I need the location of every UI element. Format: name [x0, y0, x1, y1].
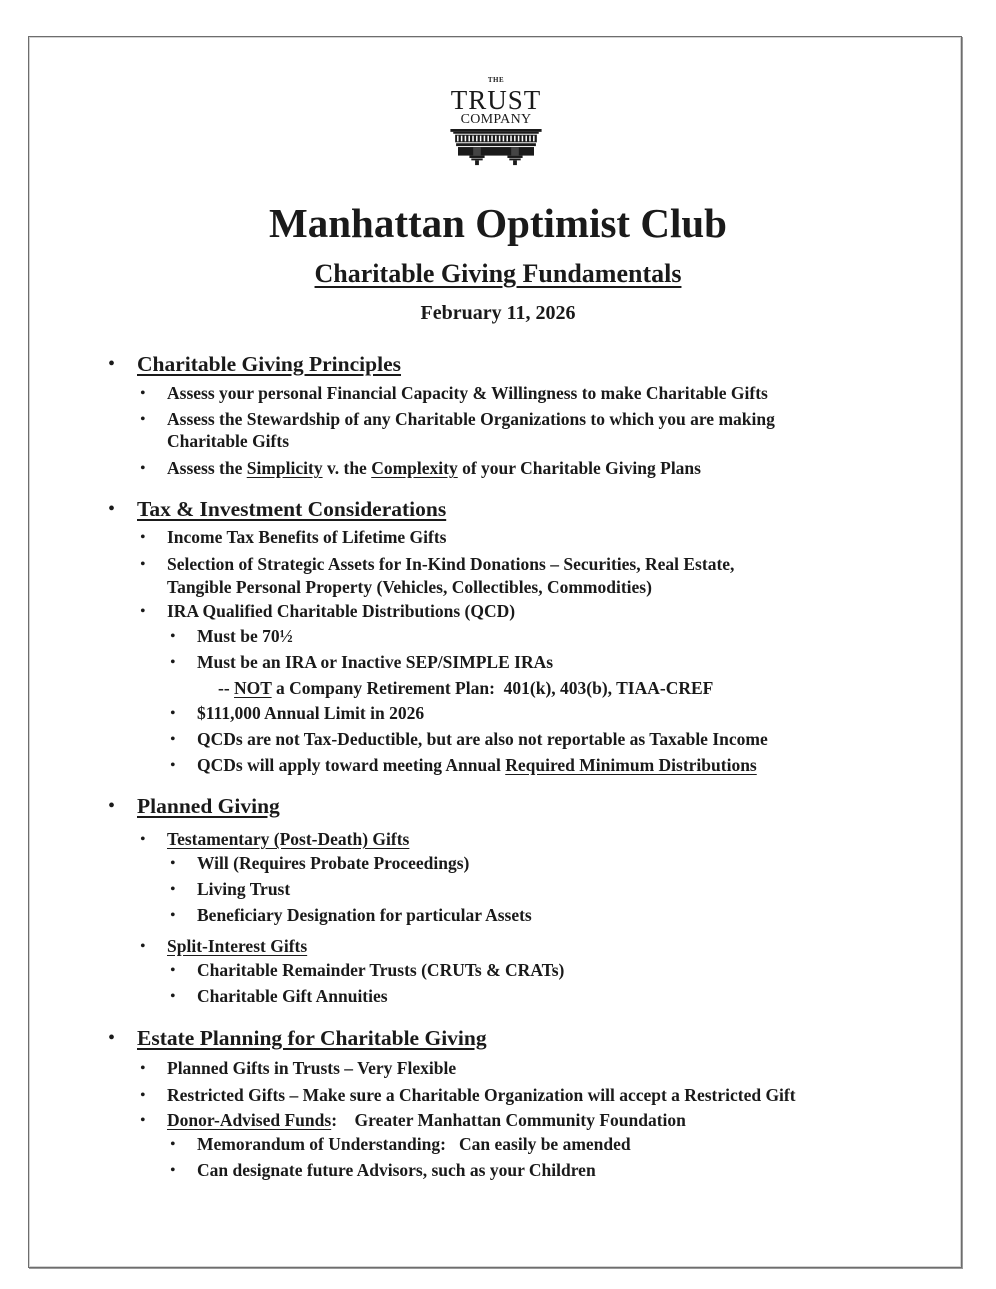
sub-heading-text: Split-Interest Gifts	[167, 936, 308, 956]
text-rmd: Required Minimum Distributions	[505, 755, 757, 775]
bullet-icon: •	[140, 938, 146, 955]
list-item-continued: Tangible Personal Property (Vehicles, Collectibles, Commodities)	[167, 577, 652, 597]
list-item: Charitable Remainder Trusts (CRUTs & CRATs)	[197, 960, 565, 980]
text-part: of your Charitable Giving Plans	[457, 458, 701, 478]
bullet-icon: •	[140, 603, 146, 620]
text-daf: Donor-Advised Funds	[167, 1110, 332, 1130]
text-part: QCDs will apply toward meeting Annual	[197, 755, 506, 775]
list-item: IRA Qualified Charitable Distributions (QCD)	[167, 601, 516, 621]
bullet-icon: •	[170, 881, 176, 898]
text-not: NOT	[234, 678, 272, 698]
bullet-icon: •	[170, 628, 176, 645]
sub-heading	[167, 829, 409, 850]
text-complexity: Complexity	[371, 458, 458, 478]
bullet-icon: •	[108, 353, 116, 375]
section-heading-planned	[137, 793, 280, 819]
page-subtitle	[0, 256, 996, 292]
bullet-icon: •	[108, 795, 116, 817]
text-simplicity: Simplicity	[246, 458, 323, 478]
list-item: Assess your personal Financial Capacity & Willingness to make Charitable Gifts	[167, 383, 768, 403]
text-part: a Company Retirement Plan: 401(k), 403(b), TIAA-CREF	[271, 678, 714, 698]
logo-company: COMPANY	[460, 112, 532, 127]
list-item: Can designate future Advisors, such as your Children	[197, 1160, 596, 1180]
bullet-icon: •	[140, 831, 146, 848]
list-item: Memorandum of Understanding: Can easily be amended	[197, 1134, 631, 1154]
bullet-icon: •	[140, 460, 146, 477]
list-item: Living Trust	[197, 879, 291, 899]
bullet-icon: •	[170, 705, 176, 722]
bullet-icon: •	[140, 1087, 146, 1104]
sub-heading-text: Testamentary (Post-Death) Gifts	[167, 829, 410, 849]
text-part: --	[218, 678, 235, 698]
list-item: Restricted Gifts – Make sure a Charitable Organization will accept a Restricted Gift	[167, 1085, 796, 1105]
section-heading-tax	[137, 496, 446, 522]
list-item: Assess the Stewardship of any Charitable Organizations to which you are making	[167, 409, 775, 429]
list-item	[167, 1110, 686, 1131]
logo-the: THE	[487, 76, 505, 84]
heading-text: Tax & Investment Considerations	[137, 497, 447, 521]
list-item: $111,000 Annual Limit in 2026	[197, 703, 425, 723]
logo-trust: TRUST	[450, 85, 542, 115]
list-item: Planned Gifts in Trusts – Very Flexible	[167, 1058, 457, 1078]
presentation-date: February 11, 2026	[420, 302, 576, 324]
list-item: Charitable Gift Annuities	[197, 986, 388, 1006]
bullet-icon: •	[170, 907, 176, 924]
bullet-icon: •	[170, 757, 176, 774]
bullet-icon: •	[170, 1162, 176, 1179]
list-item-note	[218, 678, 713, 699]
list-item	[167, 458, 701, 479]
building-icon	[446, 129, 546, 167]
text-part: : Greater Manhattan Community Foundation	[331, 1110, 686, 1130]
list-item: Must be 70½	[197, 626, 293, 646]
bullet-icon: •	[140, 529, 146, 546]
bullet-icon: •	[140, 411, 146, 428]
text-part: Assess the	[167, 458, 247, 478]
bullet-icon: •	[170, 988, 176, 1005]
page-title: Manhattan Optimist Club	[269, 200, 727, 246]
list-item: Beneficiary Designation for particular Assets	[197, 905, 532, 925]
bullet-icon: •	[170, 1136, 176, 1153]
bullet-icon: •	[140, 556, 146, 573]
bullet-icon: •	[140, 385, 146, 402]
list-item: Income Tax Benefits of Lifetime Gifts	[167, 527, 447, 547]
list-item-continued: Charitable Gifts	[167, 431, 290, 451]
section-heading-estate	[137, 1025, 487, 1051]
bullet-icon: •	[170, 855, 176, 872]
section-heading-principles	[137, 351, 401, 377]
bullet-icon: •	[140, 1112, 146, 1129]
list-item: QCDs are not Tax-Deductible, but are also not reportable as Taxable Income	[197, 729, 768, 749]
text-part: v. the	[322, 458, 372, 478]
list-item: Selection of Strategic Assets for In-Kind Donations – Securities, Real Estate,	[167, 554, 735, 574]
heading-text: Planned Giving	[137, 794, 280, 818]
list-item: Will (Requires Probate Proceedings)	[197, 853, 470, 873]
sub-heading	[167, 936, 307, 957]
bullet-icon: •	[140, 1060, 146, 1077]
subtitle-text: Charitable Giving Fundamentals	[314, 259, 682, 288]
heading-text: Charitable Giving Principles	[137, 352, 401, 376]
bullet-icon: •	[108, 498, 116, 520]
bullet-icon: •	[170, 731, 176, 748]
list-item: Must be an IRA or Inactive SEP/SIMPLE IRAs	[197, 652, 554, 672]
heading-text: Estate Planning for Charitable Giving	[137, 1026, 487, 1050]
list-item	[197, 755, 757, 776]
bullet-icon: •	[170, 962, 176, 979]
bullet-icon: •	[170, 654, 176, 671]
trust-company-logo	[436, 76, 556, 167]
bullet-icon: •	[108, 1027, 116, 1049]
